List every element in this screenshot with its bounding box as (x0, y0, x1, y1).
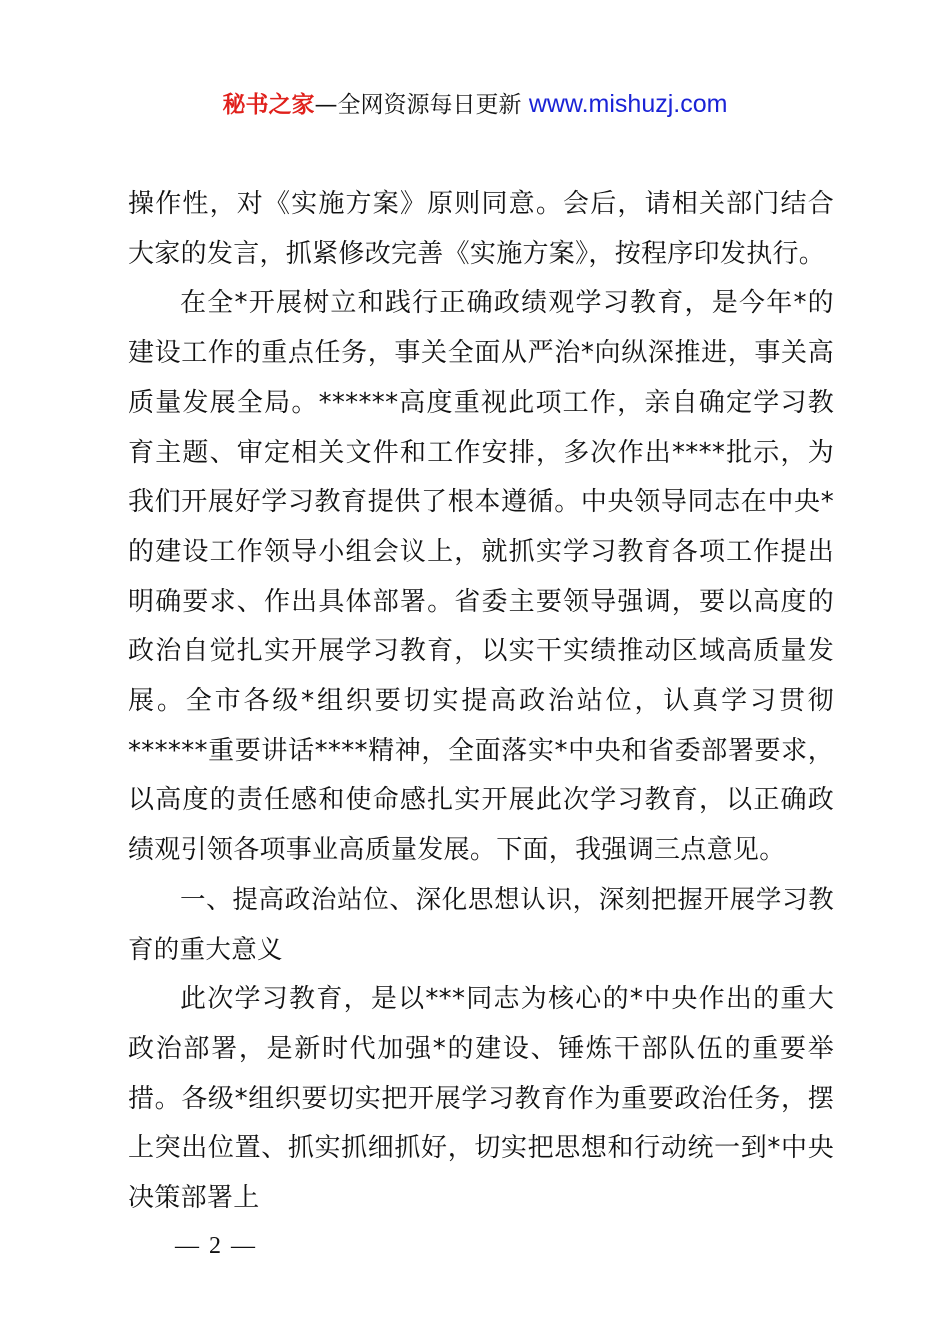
paragraph-intro: 在全*开展树立和践行正确政绩观学习教育，是今年*的建设工作的重点任务，事关全面从严治*向纵深推进，事关高质量发展全局。******高度重视此项工作，亲自确定学习教育主题、审定相关文件和工作安排，多次作出****批示，为我们开展好学习教育提供了根本遵循。中央领导同志在中央*的建设工作领导小组会议上，就抓实学习教育各项工作提出明确要求、作出具体部署。省委主要领导强调，要以高度的政治自觉扎实开展学习教育，以实干实绩推动区域高质量发展。全市各级*组织要切实提高政治站位，认真学习贯彻******重要讲话****精神，全面落实*中央和省委部署要求，以高度的责任感和使命感扎实开展此次学习教育，以正确政绩观引领各项事业高质量发展。下面，我强调三点意见。 (128, 288, 834, 866)
site-url-link[interactable]: www.mishuzj.com (528, 90, 728, 118)
site-header (0, 86, 950, 123)
paragraph-continuation: 操作性，对《实施方案》原则同意。会后，请相关部门结合大家的发言，抓紧修改完善《实施方案》，按程序印发执行。 (128, 189, 834, 269)
page-number: — 2 — (175, 1233, 257, 1259)
paragraph-section-1: 此次学习教育，是以***同志为核心的*中央作出的重大政治部署，是新时代加强*的建设、锤炼干部队伍的重要举措。各级*组织要切实把开展学习教育作为重要政治任务，摆上突出位置、抓实抓细抓好，切实把思想和行动统一到*中央决策部署上 (128, 984, 834, 1214)
section-heading-1: 一、提高政治站位、深化思想认识，深刻把握开展学习教育的重大意义 (128, 884, 834, 965)
document-body (128, 180, 834, 1224)
brand-name: 秘书之家 (222, 92, 315, 118)
header-slogan: —全网资源每日更新 (314, 92, 529, 118)
